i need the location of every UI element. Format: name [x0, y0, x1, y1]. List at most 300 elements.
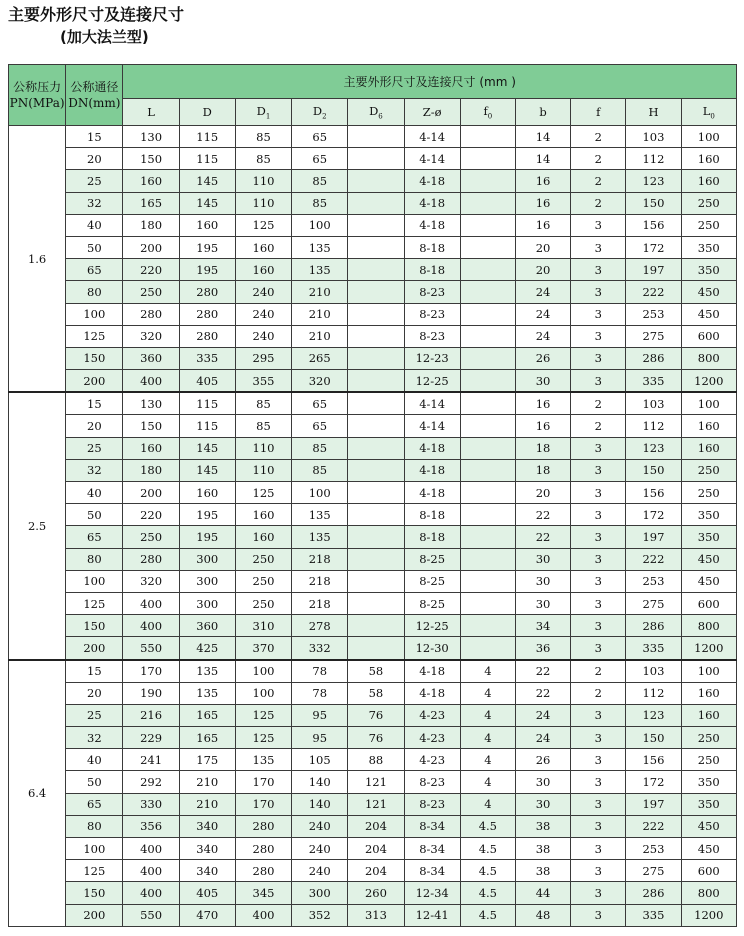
table-cell: 3	[571, 236, 626, 258]
table-cell: 170	[235, 793, 291, 815]
table-cell: 26	[515, 347, 570, 369]
table-cell: 360	[123, 347, 179, 369]
table-cell	[460, 482, 515, 504]
table-cell: 22	[515, 526, 570, 548]
table-cell: 16	[515, 170, 570, 192]
table-cell	[460, 170, 515, 192]
table-cell: 85	[292, 459, 348, 481]
table-cell: 250	[123, 526, 179, 548]
table-cell: 4	[460, 727, 515, 749]
table-cell: 3	[571, 437, 626, 459]
table-cell: 123	[626, 704, 681, 726]
table-row	[9, 615, 737, 637]
table-cell: 140	[292, 771, 348, 793]
table-cell: 110	[235, 459, 291, 481]
table-cell: 470	[179, 904, 235, 926]
dn-cell: 150	[66, 347, 123, 369]
table-row	[9, 126, 737, 148]
table-cell: 12-23	[404, 347, 460, 369]
table-row	[9, 682, 737, 704]
table-cell: 3	[571, 281, 626, 303]
table-cell: 200	[123, 236, 179, 258]
table-cell: 340	[179, 860, 235, 882]
table-cell: 250	[681, 192, 736, 214]
table-cell: 550	[123, 637, 179, 660]
table-cell: 250	[235, 570, 291, 592]
column-header-label: D	[256, 103, 266, 118]
table-cell: 95	[292, 704, 348, 726]
header-span-title: 主要外形尺寸及连接尺寸 (mm )	[123, 65, 737, 99]
table-cell: 26	[515, 749, 570, 771]
table-cell: 250	[681, 727, 736, 749]
table-cell	[348, 392, 404, 415]
table-cell: 18	[515, 437, 570, 459]
table-cell: 3	[571, 504, 626, 526]
table-cell: 8-25	[404, 548, 460, 570]
table-cell: 280	[235, 815, 291, 837]
table-cell: 250	[235, 548, 291, 570]
table-cell: 2	[571, 148, 626, 170]
table-cell	[348, 259, 404, 281]
table-cell: 160	[681, 682, 736, 704]
dn-cell: 40	[66, 214, 123, 236]
table-cell: 240	[235, 281, 291, 303]
table-cell: 150	[626, 727, 681, 749]
table-cell: 210	[292, 325, 348, 347]
column-header-label: H	[648, 105, 659, 119]
table-cell: 4	[460, 749, 515, 771]
dn-cell: 15	[66, 126, 123, 148]
table-cell: 8-18	[404, 526, 460, 548]
column-header-label: Z-ø	[422, 105, 442, 119]
table-cell: 100	[681, 660, 736, 683]
dn-cell: 40	[66, 482, 123, 504]
table-cell: 125	[235, 727, 291, 749]
table-cell: 16	[515, 392, 570, 415]
table-cell: 8-34	[404, 838, 460, 860]
table-cell: 195	[179, 504, 235, 526]
table-cell: 3	[571, 615, 626, 637]
table-cell: 8-34	[404, 860, 460, 882]
table-cell: 135	[179, 682, 235, 704]
dn-cell: 50	[66, 236, 123, 258]
column-header-label: b	[539, 105, 547, 119]
table-cell: 450	[681, 815, 736, 837]
table-cell	[348, 170, 404, 192]
table-cell: 280	[179, 325, 235, 347]
table-cell	[460, 570, 515, 592]
table-cell: 197	[626, 793, 681, 815]
dn-cell: 32	[66, 727, 123, 749]
table-cell: 110	[235, 437, 291, 459]
table-cell: 350	[681, 236, 736, 258]
table-cell: 135	[292, 259, 348, 281]
table-cell	[460, 504, 515, 526]
table-row	[9, 415, 737, 437]
table-cell: 2	[571, 682, 626, 704]
table-cell: 286	[626, 347, 681, 369]
table-cell	[460, 281, 515, 303]
table-cell: 2	[571, 415, 626, 437]
table-cell: 4	[460, 682, 515, 704]
table-cell: 204	[348, 815, 404, 837]
table-cell	[348, 459, 404, 481]
table-cell: 1200	[681, 370, 736, 393]
table-row	[9, 281, 737, 303]
table-cell: 65	[292, 148, 348, 170]
table-cell: 165	[123, 192, 179, 214]
column-header-subscript: 6	[378, 112, 383, 121]
table-cell: 450	[681, 838, 736, 860]
table-cell: 340	[179, 815, 235, 837]
table-cell: 78	[292, 660, 348, 683]
table-cell: 3	[571, 882, 626, 904]
table-cell: 121	[348, 771, 404, 793]
table-cell: 78	[292, 682, 348, 704]
table-cell: 12-34	[404, 882, 460, 904]
table-cell: 400	[235, 904, 291, 926]
dn-cell: 25	[66, 704, 123, 726]
table-cell	[348, 192, 404, 214]
table-cell	[460, 415, 515, 437]
table-row	[9, 838, 737, 860]
table-cell: 30	[515, 570, 570, 592]
column-header	[123, 99, 179, 126]
table-cell: 3	[571, 860, 626, 882]
table-cell: 160	[123, 170, 179, 192]
table-cell: 24	[515, 325, 570, 347]
table-cell: 20	[515, 259, 570, 281]
table-cell: 335	[626, 637, 681, 660]
table-cell: 8-23	[404, 771, 460, 793]
table-cell	[460, 615, 515, 637]
table-cell: 65	[292, 126, 348, 148]
table-cell	[348, 126, 404, 148]
table-cell: 110	[235, 170, 291, 192]
table-cell	[348, 526, 404, 548]
table-cell: 85	[235, 126, 291, 148]
table-cell: 250	[123, 281, 179, 303]
table-cell: 76	[348, 704, 404, 726]
table-cell: 400	[123, 615, 179, 637]
column-header	[515, 99, 570, 126]
table-row	[9, 214, 737, 236]
table-cell: 3	[571, 771, 626, 793]
table-row	[9, 370, 737, 393]
table-cell: 204	[348, 838, 404, 860]
table-cell: 121	[348, 793, 404, 815]
column-header-label: D	[369, 103, 379, 118]
table-cell: 22	[515, 682, 570, 704]
table-cell: 450	[681, 548, 736, 570]
table-cell	[348, 281, 404, 303]
table-cell: 210	[292, 303, 348, 325]
column-header	[179, 99, 235, 126]
table-cell: 34	[515, 615, 570, 637]
title-block	[8, 4, 184, 48]
table-cell: 229	[123, 727, 179, 749]
table-cell	[348, 415, 404, 437]
table-cell: 3	[571, 793, 626, 815]
table-cell: 36	[515, 637, 570, 660]
table-cell: 200	[123, 482, 179, 504]
table-cell: 4-18	[404, 437, 460, 459]
table-cell: 16	[515, 415, 570, 437]
table-cell	[348, 615, 404, 637]
table-cell: 335	[626, 370, 681, 393]
table-row	[9, 148, 737, 170]
table-cell: 123	[626, 437, 681, 459]
table-cell	[460, 592, 515, 614]
table-cell	[348, 303, 404, 325]
table-cell: 280	[235, 838, 291, 860]
table-cell: 160	[681, 148, 736, 170]
table-row	[9, 548, 737, 570]
table-cell: 195	[179, 236, 235, 258]
table-cell: 115	[179, 392, 235, 415]
table-cell: 4-18	[404, 192, 460, 214]
table-cell: 2	[571, 192, 626, 214]
table-cell: 190	[123, 682, 179, 704]
dn-cell: 50	[66, 504, 123, 526]
table-cell: 292	[123, 771, 179, 793]
table-cell: 265	[292, 347, 348, 369]
table-cell: 197	[626, 259, 681, 281]
table-cell: 222	[626, 815, 681, 837]
table-cell: 278	[292, 615, 348, 637]
table-cell: 286	[626, 882, 681, 904]
table-cell: 355	[235, 370, 291, 393]
table-cell: 172	[626, 504, 681, 526]
table-cell: 250	[681, 459, 736, 481]
table-cell: 160	[681, 170, 736, 192]
column-header-subscript: 0	[710, 112, 715, 121]
table-cell: 3	[571, 370, 626, 393]
table-cell: 800	[681, 615, 736, 637]
table-cell: 300	[179, 592, 235, 614]
table-cell	[460, 459, 515, 481]
table-cell: 350	[681, 793, 736, 815]
table-cell	[460, 148, 515, 170]
table-cell: 450	[681, 570, 736, 592]
table-cell: 16	[515, 192, 570, 214]
table-cell: 85	[235, 148, 291, 170]
table-cell: 350	[681, 526, 736, 548]
table-cell: 280	[123, 548, 179, 570]
table-cell: 260	[348, 882, 404, 904]
table-cell	[348, 325, 404, 347]
table-cell: 105	[292, 749, 348, 771]
table-cell: 100	[292, 214, 348, 236]
table-row	[9, 437, 737, 459]
table-cell: 160	[235, 236, 291, 258]
page-title: 主要外形尺寸及连接尺寸	[8, 5, 185, 24]
table-cell: 30	[515, 592, 570, 614]
table-cell: 115	[179, 126, 235, 148]
table-cell: 1200	[681, 904, 736, 926]
table-cell: 280	[179, 303, 235, 325]
table-cell: 12-41	[404, 904, 460, 926]
table-cell: 218	[292, 592, 348, 614]
table-cell: 2	[571, 126, 626, 148]
table-row	[9, 347, 737, 369]
table-cell: 250	[681, 214, 736, 236]
dn-cell: 125	[66, 592, 123, 614]
table-cell: 24	[515, 727, 570, 749]
table-cell: 218	[292, 548, 348, 570]
table-cell: 125	[235, 482, 291, 504]
table-row	[9, 860, 737, 882]
table-cell: 88	[348, 749, 404, 771]
column-header	[404, 99, 460, 126]
table-cell: 30	[515, 370, 570, 393]
table-cell: 100	[681, 392, 736, 415]
table-cell: 8-34	[404, 815, 460, 837]
table-cell	[460, 192, 515, 214]
table-cell: 345	[235, 882, 291, 904]
table-cell: 4-18	[404, 660, 460, 683]
table-cell: 44	[515, 882, 570, 904]
table-cell: 115	[179, 415, 235, 437]
table-row	[9, 504, 737, 526]
column-header-label: D	[312, 103, 323, 118]
table-cell: 145	[179, 459, 235, 481]
table-row	[9, 325, 737, 347]
table-cell: 550	[123, 904, 179, 926]
table-cell: 240	[292, 838, 348, 860]
table-cell: 4.5	[460, 860, 515, 882]
table-cell: 4	[460, 704, 515, 726]
table-cell: 65	[292, 415, 348, 437]
table-row	[9, 526, 737, 548]
table-cell: 3	[571, 704, 626, 726]
table-cell: 400	[123, 838, 179, 860]
table-cell: 4-14	[404, 415, 460, 437]
table-cell: 8-18	[404, 504, 460, 526]
table-cell: 300	[179, 548, 235, 570]
table-cell: 170	[123, 660, 179, 683]
dn-cell: 100	[66, 838, 123, 860]
table-cell: 160	[681, 437, 736, 459]
table-cell: 165	[179, 727, 235, 749]
table-cell	[460, 325, 515, 347]
dn-cell: 32	[66, 192, 123, 214]
table-cell: 85	[292, 192, 348, 214]
table-cell: 24	[515, 303, 570, 325]
table-cell: 4-23	[404, 704, 460, 726]
dn-cell: 65	[66, 526, 123, 548]
table-row	[9, 815, 737, 837]
column-header-label: f	[483, 103, 488, 118]
table-cell	[460, 548, 515, 570]
table-cell: 160	[681, 704, 736, 726]
table-cell: 95	[292, 727, 348, 749]
table-cell: 38	[515, 815, 570, 837]
table-cell	[460, 259, 515, 281]
table-cell: 65	[292, 392, 348, 415]
header-pn-cn: 公称压力	[13, 80, 62, 94]
table-cell: 275	[626, 325, 681, 347]
table-cell: 8-23	[404, 793, 460, 815]
table-cell	[348, 570, 404, 592]
table-row	[9, 570, 737, 592]
table-row	[9, 704, 737, 726]
table-cell: 85	[235, 415, 291, 437]
table-cell: 1200	[681, 637, 736, 660]
table-cell: 3	[571, 815, 626, 837]
table-cell: 100	[292, 482, 348, 504]
table-cell: 140	[292, 793, 348, 815]
table-cell: 3	[571, 459, 626, 481]
table-cell: 2	[571, 660, 626, 683]
dn-cell: 150	[66, 882, 123, 904]
table-cell: 172	[626, 771, 681, 793]
table-cell: 241	[123, 749, 179, 771]
table-cell: 275	[626, 860, 681, 882]
dn-cell: 20	[66, 148, 123, 170]
table-cell: 160	[681, 415, 736, 437]
table-cell: 310	[235, 615, 291, 637]
table-cell: 135	[179, 660, 235, 683]
dn-cell: 80	[66, 548, 123, 570]
table-cell: 4-18	[404, 482, 460, 504]
table-cell: 3	[571, 637, 626, 660]
table-cell: 4-14	[404, 148, 460, 170]
table-cell: 800	[681, 882, 736, 904]
table-cell: 150	[626, 459, 681, 481]
table-cell	[460, 347, 515, 369]
table-cell: 253	[626, 838, 681, 860]
dn-cell: 20	[66, 682, 123, 704]
table-cell: 320	[123, 570, 179, 592]
table-cell: 145	[179, 192, 235, 214]
table-cell: 335	[179, 347, 235, 369]
table-cell: 330	[123, 793, 179, 815]
table-cell: 350	[681, 771, 736, 793]
dimensions-table	[8, 64, 737, 927]
table-cell	[460, 526, 515, 548]
table-cell: 240	[292, 860, 348, 882]
table-cell: 22	[515, 660, 570, 683]
table-cell: 4	[460, 793, 515, 815]
table-cell: 172	[626, 236, 681, 258]
table-cell: 58	[348, 660, 404, 683]
table-cell: 3	[571, 904, 626, 926]
column-header-label: f	[596, 105, 601, 119]
table-body	[9, 126, 737, 927]
table-cell: 3	[571, 727, 626, 749]
table-cell: 85	[235, 392, 291, 415]
table-row	[9, 660, 737, 683]
table-cell: 3	[571, 838, 626, 860]
table-cell: 600	[681, 592, 736, 614]
table-cell: 48	[515, 904, 570, 926]
table-cell: 204	[348, 860, 404, 882]
table-row	[9, 192, 737, 214]
table-cell	[348, 592, 404, 614]
table-cell: 320	[292, 370, 348, 393]
table-cell: 4.5	[460, 904, 515, 926]
table-cell: 100	[681, 126, 736, 148]
dn-cell: 65	[66, 259, 123, 281]
table-cell: 180	[123, 459, 179, 481]
table-cell: 145	[179, 170, 235, 192]
table-cell: 253	[626, 570, 681, 592]
table-cell: 165	[179, 704, 235, 726]
table-cell: 280	[123, 303, 179, 325]
table-cell: 8-23	[404, 281, 460, 303]
table-row	[9, 236, 737, 258]
